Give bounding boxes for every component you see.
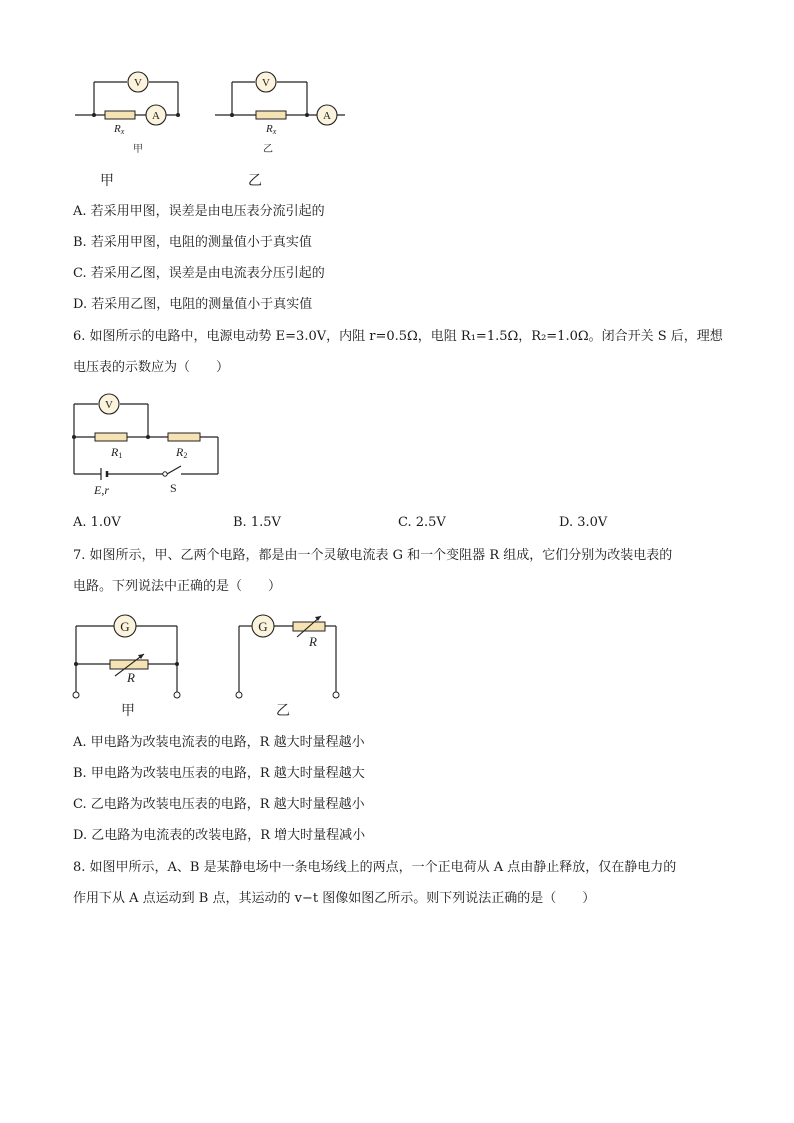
q6-option-c: C. 2.5V: [398, 515, 446, 530]
svg-text:V: V: [134, 77, 142, 89]
q6-option-a: A. 1.0V: [73, 515, 121, 530]
svg-text:A: A: [152, 110, 160, 122]
q8-stem-line2: 作用下从 A 点运动到 B 点，其运动的 v−t 图像如图乙所示。则下列说法正确的是（ ）: [73, 891, 596, 906]
fig5-caption-left: 甲: [100, 173, 114, 189]
q6-stem-line2: 电压表的示数应为（ ）: [73, 360, 230, 375]
svg-text:A: A: [323, 110, 331, 122]
resistor-label-left: Rx: [114, 123, 125, 136]
caption-small-right: 乙: [263, 144, 273, 155]
fig7-caption-left: 甲: [121, 704, 135, 719]
svg-text:V: V: [262, 77, 270, 89]
fig7-caption-right: 乙: [276, 704, 290, 719]
svg-text:G: G: [120, 619, 130, 634]
q7-option-b: B. 甲电路为改装电压表的电路，R 越大时量程越大: [73, 766, 365, 781]
q7-option-d: D. 乙电路为电流表的改装电路，R 增大时量程减小: [73, 828, 366, 843]
fig5-caption-right: 乙: [248, 173, 262, 189]
resistor-rx-right: [256, 111, 286, 119]
r1-label: R1: [111, 445, 123, 460]
q7-stem-line1: 7. 如图所示，甲、乙两个电路，都是由一个灵敏电流表 G 和一个变阻器 R 组成，它们分别为改装电表的: [73, 548, 673, 563]
q6-option-b: B. 1.5V: [233, 515, 281, 530]
source-label: E,r: [94, 483, 109, 497]
svg-text:V: V: [105, 399, 113, 411]
rheostat-label-left: R: [127, 670, 135, 685]
q6-stem-line1: 6. 如图所示的电路中，电源电动势 E=3.0V，内阻 r=0.5Ω，电阻 R₁=1.5Ω，R₂=1.0Ω。闭合开关 S 后，理想: [73, 329, 723, 344]
voltmeter-right: [256, 72, 276, 92]
q5-option-c: C. 若采用乙图，误差是由电流表分压引起的: [73, 266, 325, 281]
resistor-r1: [95, 433, 127, 441]
q5-option-b: B. 若采用甲图，电阻的测量值小于真实值: [73, 235, 312, 250]
q7-stem-line2: 电路。下列说法中正确的是（ ）: [73, 579, 282, 594]
voltmeter-left: [128, 72, 148, 92]
q8-stem-line1: 8. 如图甲所示，A、B 是某静电场中一条电场线上的两点，一个正电荷从 A 点由静止释放，仅在静电力的: [73, 860, 677, 875]
galvanometer-left: [114, 615, 136, 637]
rheostat-left: [110, 660, 148, 669]
q6-option-d: D. 3.0V: [559, 515, 608, 530]
figure-q7-circuits: [68, 610, 358, 724]
rheostat-label-right: R: [309, 634, 317, 649]
voltmeter: [99, 394, 119, 414]
r2-label: R2: [176, 445, 188, 460]
caption-small-left: 甲: [133, 144, 143, 155]
q7-option-a: A. 甲电路为改装电流表的电路，R 越大时量程越小: [73, 735, 365, 750]
figure-q5-circuits: [70, 68, 360, 158]
resistor-r2: [168, 433, 200, 441]
galvanometer-right: [252, 615, 274, 637]
resistor-label-right: Rx: [266, 123, 277, 136]
q5-option-d: D. 若采用乙图，电阻的测量值小于真实值: [73, 297, 313, 312]
q5-option-a: A. 若采用甲图，误差是由电压表分流引起的: [73, 204, 325, 219]
figure-q6-circuit: [68, 390, 228, 498]
ammeter-left: [146, 105, 166, 125]
svg-text:G: G: [258, 619, 268, 634]
q7-option-c: C. 乙电路为改装电压表的电路，R 越大时量程越小: [73, 797, 365, 812]
resistor-rx-left: [105, 111, 135, 119]
switch-label: S: [170, 481, 177, 495]
ammeter-right: [317, 105, 337, 125]
